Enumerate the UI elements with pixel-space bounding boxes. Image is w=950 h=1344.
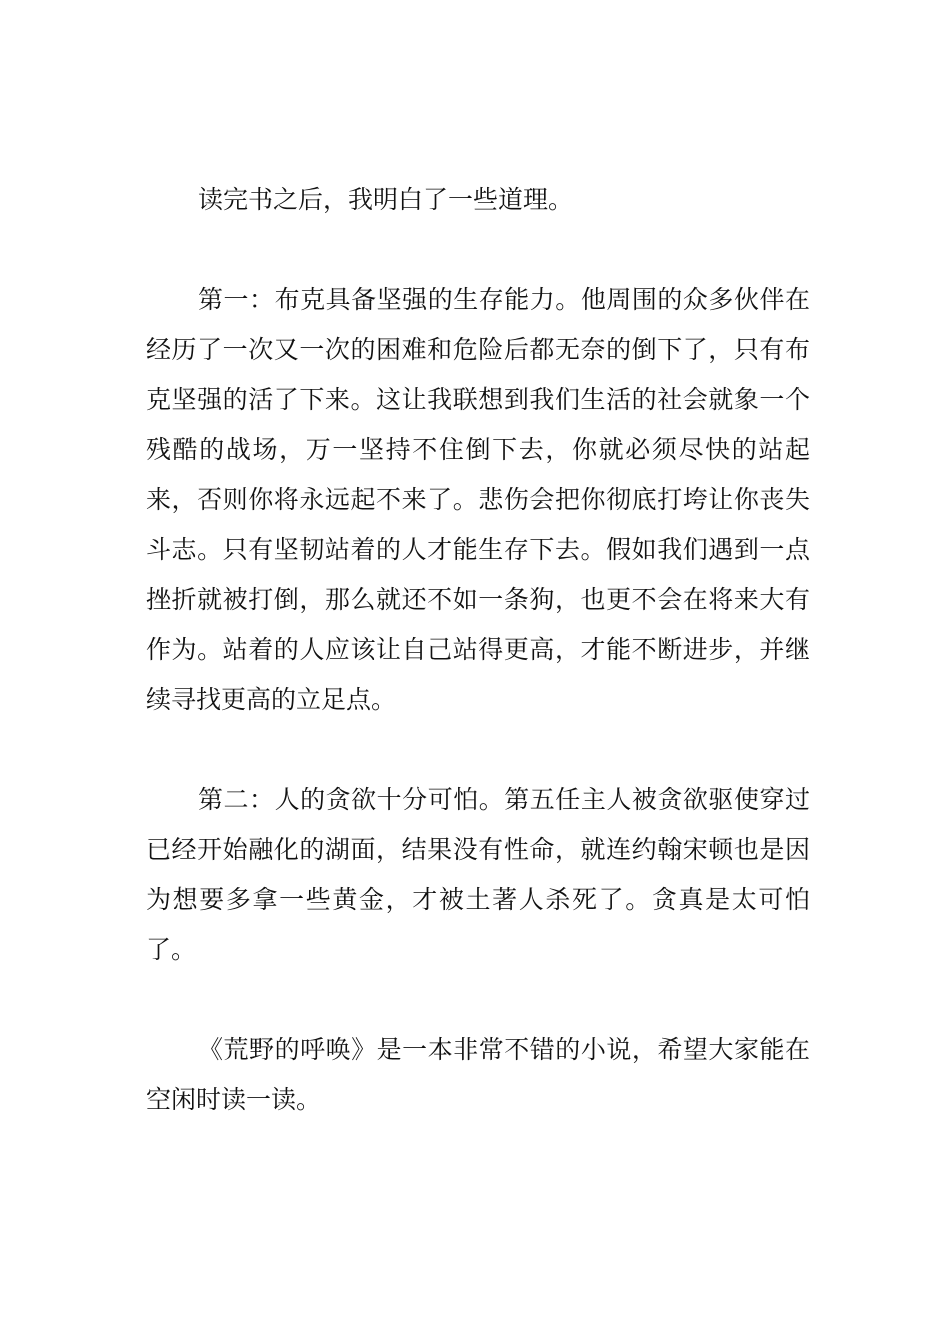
document-body xyxy=(146,175,810,1125)
paragraph-conclusion: 《荒野的呼唤》是一本非常不错的小说，希望大家能在空闲时读一读。 xyxy=(146,1035,810,1114)
paragraph-first-point: 第一：布克具备坚强的生存能力。他周围的众多伙伴在经历了一次又一次的困难和危险后都无奈的倒下了，只有布克坚强的活了下来。这让我联想到我们生活的社会就象一个残酷的战场，万一坚持不住倒下去，你就必须尽快的站起来，否则你将永远起不来了。悲伤会把你彻底打垮让你丧失斗志。只有坚韧站着的人才能生存下去。假如我们遇到一点挫折就被打倒，那么就还不如一条狗，也更不会在将来大有作为。站着的人应该让自己站得更高，才能不断进步，并继续寻找更高的立足点。 xyxy=(146,285,810,714)
paragraph-intro: 读完书之后，我明白了一些道理。 xyxy=(198,185,574,214)
paragraph-second-point: 第二：人的贪欲十分可怕。第五任主人被贪欲驱使穿过已经开始融化的湖面，结果没有性命，就连约翰宋顿也是因为想要多拿一些黄金，才被土著人杀死了。贪真是太可怕了。 xyxy=(146,785,810,964)
